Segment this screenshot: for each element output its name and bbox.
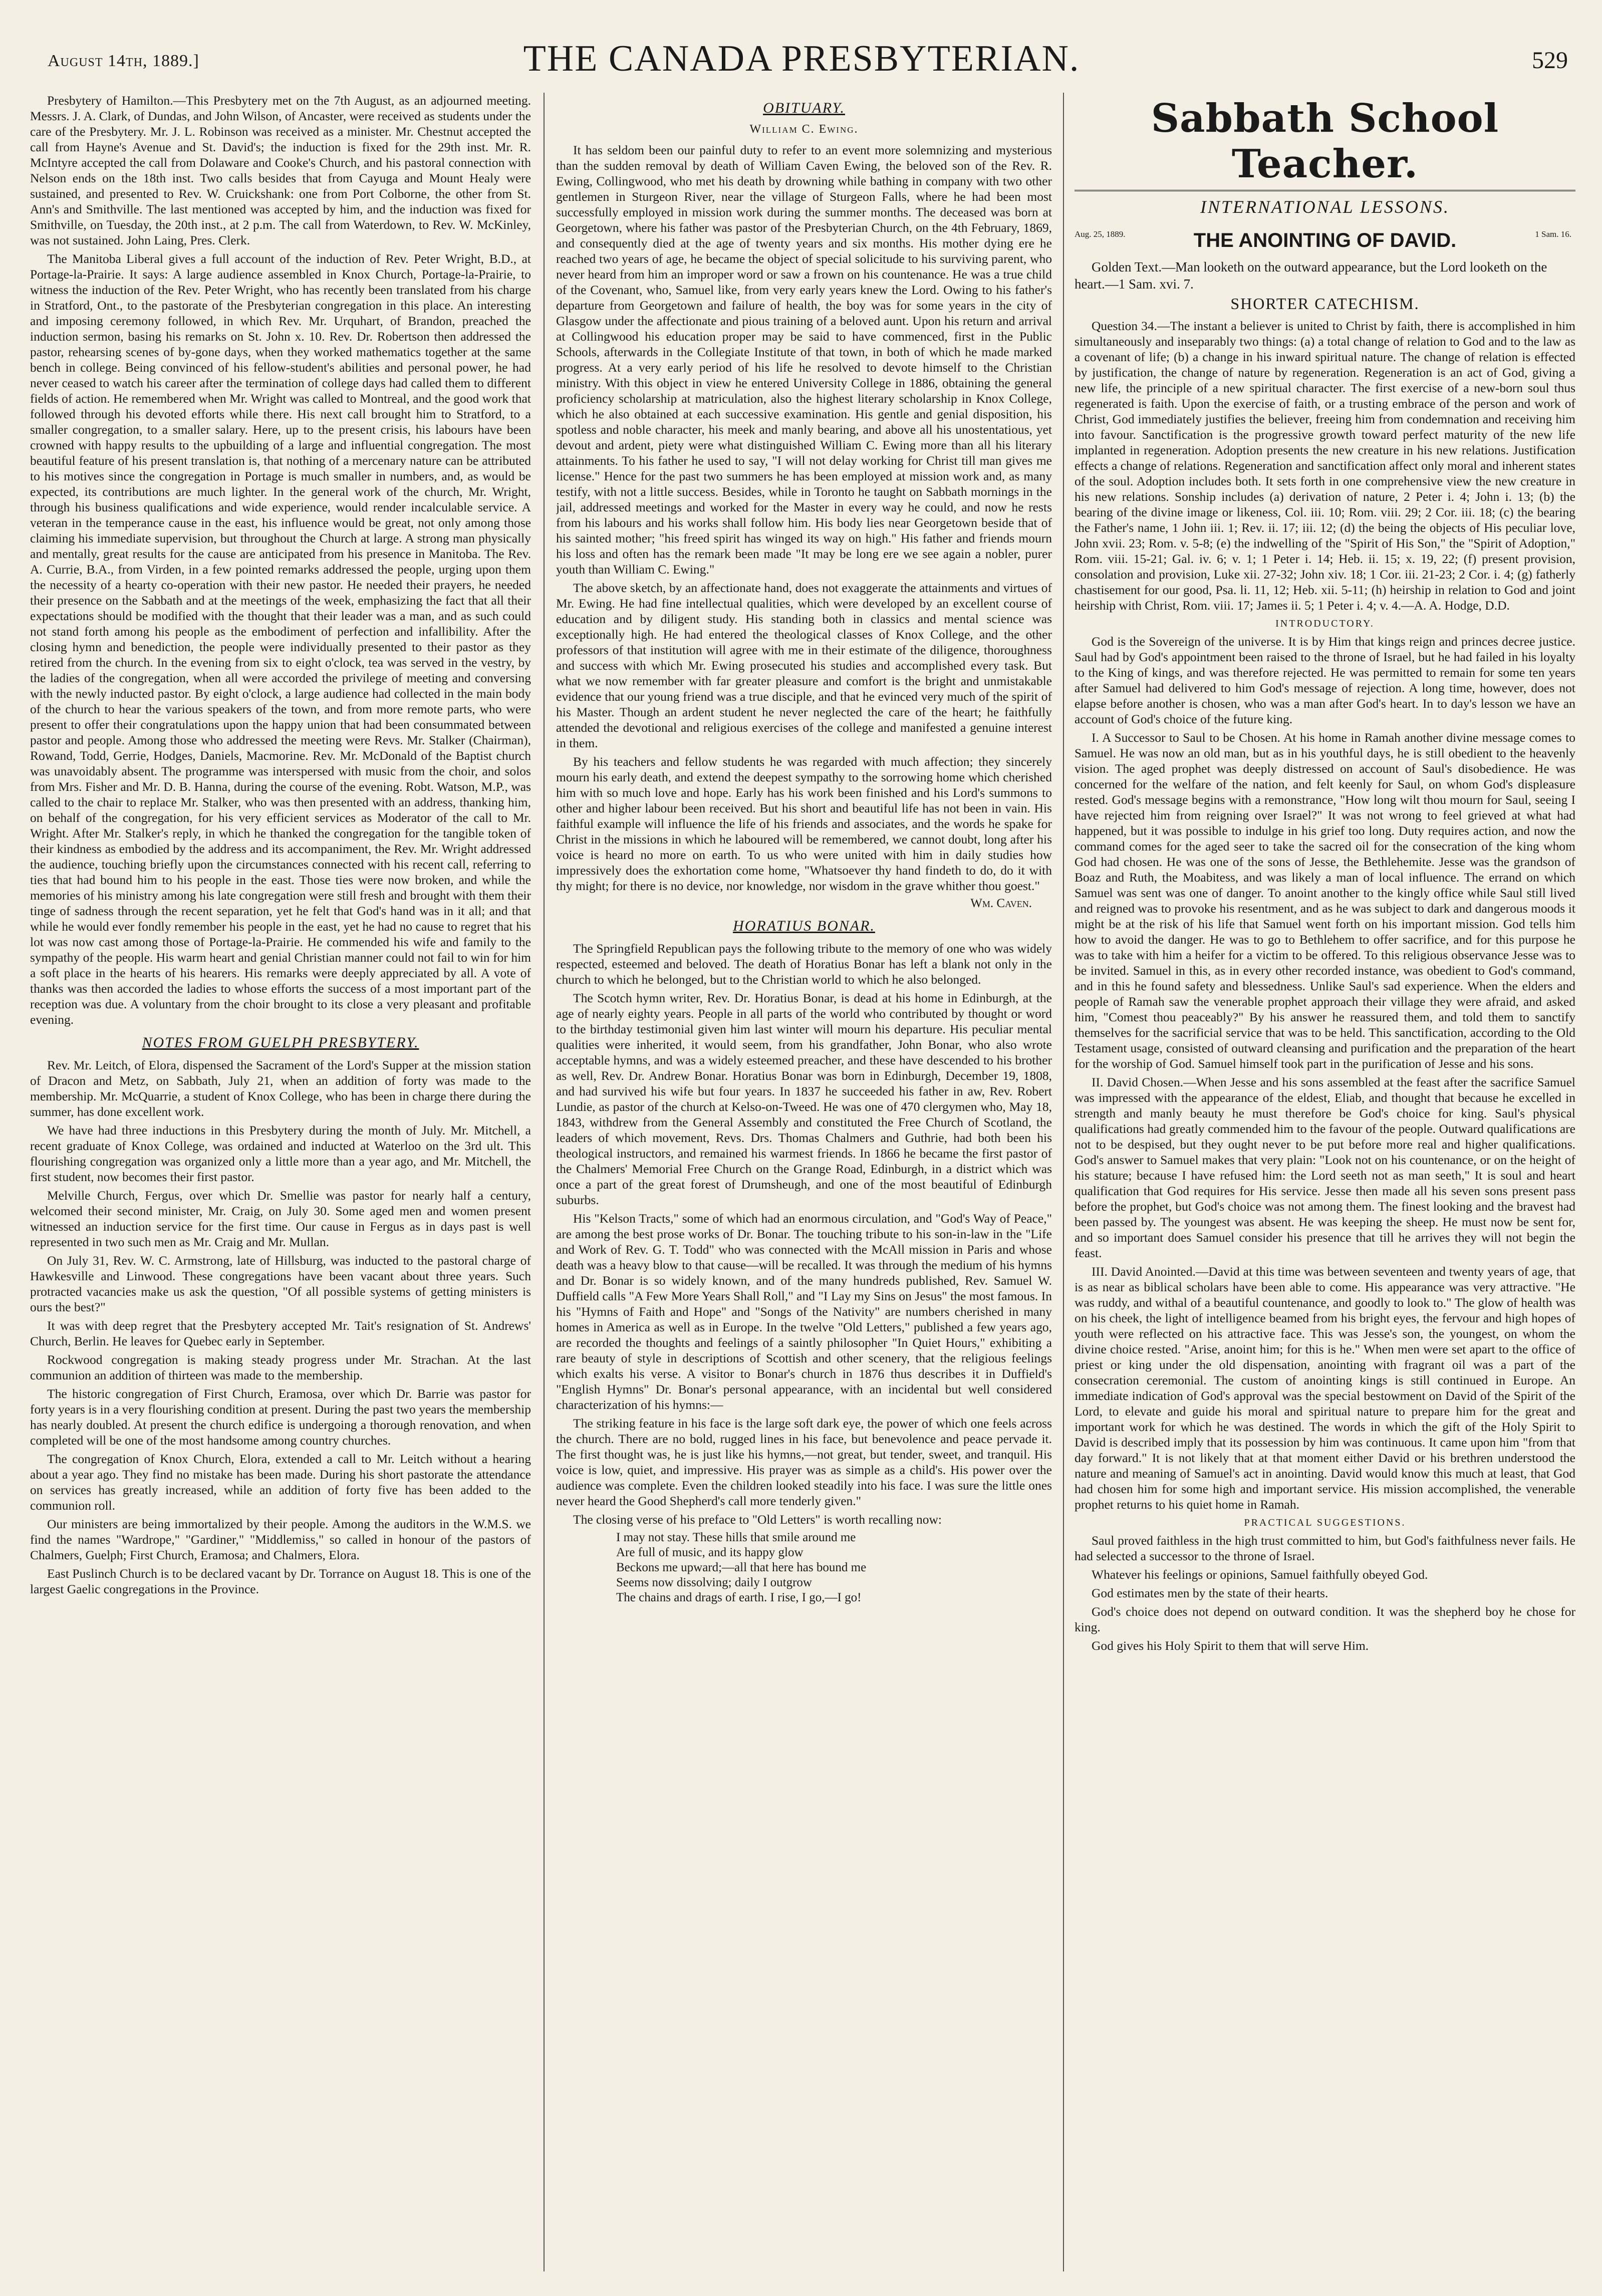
bonar-heading: HORATIUS BONAR.: [733, 918, 875, 934]
obituary-signature: Wm. Caven.: [970, 897, 1032, 910]
suggestion-paragraph: Whatever his feelings or opinions, Samuel faithfully obeyed God.: [1092, 1567, 1428, 1582]
shorter-catechism-heading: SHORTER CATECHISM.: [1230, 295, 1420, 313]
column-rule: [544, 93, 545, 2271]
guelph-paragraph: Rockwood congregation is making steady progress under Mr. Strachan. At the last communion an addition of thirteen was made to the membership.: [30, 1352, 531, 1382]
guelph-paragraph: The congregation of Knox Church, Elora, extended a call to Mr. Leitch without a hearing about a year ago. They find no mistake has been made. During his short pastorate the attendance on services has greatly increased, while an addition of forty five has been added to the communion roll.: [30, 1452, 531, 1513]
guelph-paragraph: Our ministers are being immortalized by their people. Among the auditors in the W.M.S. we find the names "Wardrope," "Gardiner," "Middlemiss," so called in honour of the pastors of Chalmers, Guelph; First Church, Eramosa; and Chalmers, Elora.: [30, 1517, 531, 1562]
bonar-paragraph: The striking feature in his face is the large soft dark eye, the power of which one feels across the church. There are no bold, rugged lines in his face, but benevolence and peace pervade it. The first thought was, he is just like his hymns,—not great, but tender, sweet, and tranquil. His voice is low, quiet, and impressive. His prayer was as simple as a child's. His power over the audience was complete. Even the children looked steadily into his face. I was sure the little ones never heard the Good Shepherd's call more tenderly given.": [556, 1416, 1052, 1508]
manitoba-induction-paragraph: The Manitoba Liberal gives a full account of the induction of Rev. Peter Wright, B.D., at Portage-la-Prairie. It says: A large audience assembled in Knox Church, Portage-la-Prairie, to witness the induction of the Rev. Peter Wright, who has recently been translated from his charge in Stratford, Ont., to the pastorate of the Presbyterian congregation in this place. An interesting and imposing ceremony followed, in which Rev. Mr. Urquhart, of Brandon, preached the induction sermon, basing his remarks on St. John x. 10. Rev. Dr. Robertson then addressed the pastor, rehearsing scenes of by-gone days, when they worked mathematics together at the same bench in college. Being convinced of his fellow-student's abilities and personal power, he had never ceased to watch his career after the termination of college days had called them to different fields of action. He remembered when Mr. Wright was called to Montreal, and the good work that followed through his devoted efforts while there. His next call brought him to Stratford, to a smaller congregation, to a smaller salary. Here, up to the present crisis, his labours have been crowned with happy results to the upbuilding of a large and influential congregation. The most beautiful feature of his present translation is, that nothing of a mercenary nature can be attributed to his motives since the congregation in Portage is much smaller in numbers, and, as would be expected, its contributions are much lighter. In the general work of the church, Mr. Wright, through his business qualifications and wide experience, would render incalculable service. A veteran in the temperance cause in the east, his influence would be great, not only among those claiming his immediate supervision, but throughout the Church at large. A strong man physically and mentally, great results for the cause are anticipated from his presence in Manitoba. The Rev. A. Currie, B.A., from Virden, in a few pointed remarks addressed the people, urging upon them the necessity of a hearty co-operation with their new pastor. He needed their prayers, he needed their presence on the Sabbath and at the meetings of the week, emphasizing the fact that all their expectations should be modified with the thought that their leader was a man, and as such could not stand forth among his people as the embodiment of perfection and infallibility. After the closing hymn and benediction, the people were individually presented to their pastor as they retired from the church. In the evening from six to eight o'clock, tea was served in the vestry, by the ladies of the congregation, when all were accorded the privilege of meeting and conversing with the newly inducted pastor. By eight o'clock, a large audience had collected in the main body of the church to hear the various speakers of the town, and from more remote parts, who were present to offer their congratulations upon the happy union that had been consummated between pastor and people. Among those who addressed the meeting were Revs. Mr. Stalker (Chairman), Rowand, Todd, Gerrie, Hodges, Daniels, Macmorine. Rev. Mr. McDonald of the Baptist church was unavoidably absent. The programme was interspersed with music from the choir, and solos from Mrs. Fisher and Mr. D. B. Hanna, during the course of the evening. Robt. Watson, M.P., was called to the chair to replace Mr. Stalker, who was then presented with an address, thanking him, on behalf of the congregation, for his very efficient services as Moderator of the call to Mr. Wright. After Mr. Stalker's reply, in which he thanked the congregation for the tangible token of their kindness as embodied by the address and its accompaniment, the Rev. Mr. Wright addressed the audience, touching briefly upon the circumstances connected with his recent call, referring to ties that had bound him to his people in the east. Those ties were now broken, and while the memories of his ministry among his late congregation were still fresh and brought with them their tinge of sadness through the recent separation, yet he felt that God's hand was in it all; and that while he would ever fondly remember his people in the east, yet he had no cause to regret that his lot was now cast among those of Portage-la-Prairie. He commended his wife and family to the sympathy of the people. His warm heart and genial Christian manner could not fail to win for him a soft place in the hearts of his hearers. His remarks were deeply appreciated by all. A vote of thanks was then accorded the ladies to whose efforts the success of a most important part of the reception was due. A voluntary from the choir brought to its close a very pleasant and profitable evening.: [30, 251, 531, 1027]
poem-line: I may not stay. These hills that smile around me: [616, 1531, 856, 1544]
column-2: [556, 93, 1052, 2276]
hamilton-presbytery-paragraph: Presbytery of Hamilton.—This Presbytery met on the 7th August, as an adjourned meeting. Messrs. J. A. Clark, of Dundas, and John Wilson, of Ancaster, were received as students under the care of the Presbytery. Mr. J. L. Robinson was received as a minister. Mr. Chestnut accepted the call from Hayne's Avenue and St. David's; the induction is fixed for the 29th inst. Mr. R. McIntyre accepted the call from Dolaware and Cooke's Church, and his pastoral connection with Nelson ends on the 18th inst. Two calls besides that from Cayuga and Mount Healy were sustained, and presented to Rev. W. Cruickshank: one from Port Colborne, the other from St. Ann's and Smithville. The last mentioned was accepted by him, and the induction was fixed for Smithville, on Tuesday, the 20th inst., at 2 p.m. The call from Waterdown, to Rev. W. McKinley, was not sustained. John Laing, Pres. Clerk.: [30, 93, 531, 247]
international-lessons-heading: INTERNATIONAL LESSONS.: [1075, 190, 1575, 217]
obituary-heading: OBITUARY.: [763, 100, 845, 116]
guelph-paragraph: On July 31, Rev. W. C. Armstrong, late of Hillsburg, was inducted to the pastoral charge of Hawkesville and Linwood. These congregations have been vacant about three years. Such protracted vacancies make us ask the question, "Of all possible systems of getting ministers is ours the best?": [30, 1253, 531, 1314]
lesson-date: Aug. 25, 1889.: [1075, 229, 1126, 239]
practical-suggestions-heading: PRACTICAL SUGGESTIONS.: [1244, 1517, 1406, 1528]
page-number: 529: [1532, 47, 1568, 74]
bonar-paragraph: The Springfield Republican pays the following tribute to the memory of one who was widely respected, esteemed and beloved. The death of Horatius Bonar has left a blank not only in the church to which he belonged, but to the Christian world to which he also belonged.: [556, 941, 1052, 987]
issue-date: August 14th, 1889.]: [48, 52, 199, 70]
poem-line: Beckons me upward;—all that here has bound me: [616, 1561, 867, 1574]
lesson-reference: 1 Sam. 16.: [1535, 229, 1571, 239]
paper-name: THE CANADA PRESBYTERIAN.: [523, 38, 1080, 79]
guelph-paragraph: It was with deep regret that the Presbytery accepted Mr. Tait's resignation of St. Andrews' Church, Berlin. He leaves for Quebec early in September.: [30, 1318, 531, 1348]
guelph-paragraph: The historic congregation of First Church, Eramosa, over which Dr. Barrie was pastor for forty years is in a very flourishing condition at present. During the past two years the membership has nearly doubled. At present the church edifice is undergoing a thorough renovation, and when completed will be one of the most handsome among country churches.: [30, 1386, 531, 1448]
sabbath-school-masthead: Sabbath School Teacher.: [1151, 96, 1499, 187]
poem-line: Seems now dissolving; daily I outgrow: [616, 1576, 812, 1589]
lesson-title: THE ANOINTING OF DAVID.: [1193, 229, 1457, 251]
poem-line: The chains and drags of earth. I rise, I go,—I go!: [616, 1591, 862, 1604]
bonar-paragraph: The closing verse of his preface to "Old Letters" is worth recalling now:: [573, 1512, 942, 1527]
guelph-paragraph: East Puslinch Church is to be declared vacant by Dr. Torrance on August 18. This is one of the largest Gaelic congregations in the Province.: [30, 1566, 531, 1596]
suggestion-paragraph: God estimates men by the state of their hearts.: [1092, 1586, 1328, 1600]
introductory-paragraph: God is the Sovereign of the universe. It is by Him that kings reign and princes decree justice. Saul had by God's appointment been raised to the throne of Israel, but he had failed in his loyalty to the King of kings, and was therefore rejected. He was permitted to remain for some ten years after Samuel had delivered to him God's message of rejection. A long time, however, does not elapse before another is chosen, who was a man after God's heart. In to day's lesson we have an account of God's choice of the future king.: [1075, 634, 1575, 726]
obituary-subject: William C. Ewing.: [749, 123, 859, 136]
lesson-section-paragraph: II. David Chosen.—When Jesse and his sons assembled at the feast after the sacrifice Samuel was impressed with the appearance of the eldest, Eliab, and thought that because he excelled in strength and manly beauty he must therefore be God's choice for king. Saul's physical qualifications had greatly commended him to the favour of the people. Outward qualifications are not to be despised, but they ought never to be put before more real and higher qualifications. God's answer to Samuel makes that very plain: "Look not on his countenance, or on the height of his stature; because I have refused him: the Lord seeth not as man seeth," It is soul and heart qualification that God requires for His service. Jesse then made all his seven sons present pass before the prophet, but God's choice was not among them. The finest looking and the bravest had been passed by. The youngest was absent. He was keeping the sheep. He must now be sent for, and so important does Samuel consider his presence that till he arrives they will not begin the feast.: [1075, 1075, 1575, 1260]
obituary-paragraph: The above sketch, by an affectionate hand, does not exaggerate the attainments and virtues of Mr. Ewing. He had fine intellectual qualities, which were developed by an excellent course of education and by diligent study. His standing both in classics and mental science was exceptionally high. He had entered the theological classes of Knox College, and the other professors of that institution will agree with me in their estimate of the diligence, thoroughness and success with which Mr. Ewing prosecuted his studies and accomplished every task. But what we now remember with far greater pleasure and comfort is the bright and unmistakable evidence that our young friend was a true disciple, and that he evinced very much of the spirit of his Master. Though an ardent student he never neglected the care of the heart; he faithfully attended the devotional and religious exercises of the college and manifested a genuine interest in them.: [556, 581, 1052, 750]
guelph-paragraph: Rev. Mr. Leitch, of Elora, dispensed the Sacrament of the Lord's Supper at the mission station of Dracon and Metz, on Sabbath, July 21, when an addition of forty was made to the membership. Mr. McQuarrie, a student of Knox College, who has been in charge there during the summer, has done excellent work.: [30, 1058, 531, 1119]
guelph-paragraph: We have had three inductions in this Presbytery during the month of July. Mr. Mitchell, a recent graduate of Knox College, was ordained and inducted at Waterloo on the 3rd ult. This flourishing congregation was organized only a little more than a year ago, and Mr. Mitchell, the first student, now becomes their first pastor.: [30, 1123, 531, 1184]
column-1: [30, 93, 531, 2276]
guelph-paragraph: Melville Church, Fergus, over which Dr. Smellie was pastor for nearly half a century, welcomed their second minister, Mr. Craig, on July 30. Some aged men and women present witnessed an induction service for the first time. Our cause in Fergus as in days past is well represented in two such men as Mr. Craig and Mr. Mullan.: [30, 1188, 531, 1249]
catechism-paragraph: Question 34.—The instant a believer is united to Christ by faith, there is accomplished in him simultaneously and inseparably two things: (a) a total change of relation to God and to the law as a covenant of life; (b) a change in his inward spiritual nature. The change of relation is effected by justification, the change of nature by regeneration. Regeneration is an act of God, giving a new life, the principle of a new spiritual character. The first exercise of a new-born soul thus regenerated is faith. Upon the exercise of faith, or a trusting embrace of the person and work of Christ, God immediately justifies the believer, freeing him from condemnation and receiving him into favour. Sanctification is the progressive growth toward perfect maturity of the new life implanted in regeneration. Adoption presents the new creature in his new relations. Justification effects a change of relations. Regeneration and sanctification affect only moral and inherent states of the soul. Adoption includes both. It sets forth in one comprehensive view the new creature in his new relations. Sonship includes (a) derivation of nature, 2 Peter i. 4; John i. 13; (b) the bearing of the divine image or likeness, Col. iii. 10; Rom. viii. 29; 2 Cor. iii. 18; (c) the bearing the Father's name, 1 John iii. 1; Rev. ii. 17; iii. 12; (d) the being the objects of His peculiar love, John xvii. 23; Rom. v. 5-8; (e) the indwelling of the "Spirit of His Son," the "Spirit of Adoption," Rom. viii. 15-21; Gal. iv. 6; v. 1; 1 Peter i. 14; Heb. ii. 15; x. 19, 22; (f) present provision, consolation and provision, Luke xii. 27-32; John xiv. 18; 1 Cor. iii. 21-23; 2 Cor. i. 4; (g) fatherly chastisement for our good, Psa. li. 11, 12; Heb. xii. 5-11; (h) heirship in relation to God and joint heirship with Christ, Rom. viii. 17; James ii. 5; 1 Peter i. 4; v. 4.—A. A. Hodge, D.D.: [1075, 319, 1575, 613]
obituary-paragraph: It has seldom been our painful duty to refer to an event more solemnizing and mysterious than the sudden removal by death of William Caven Ewing, the beloved son of the Rev. R. Ewing, Collingwood, who met his death by drowning while bathing in company with two other gentlemen in Sturgeon River, near the village of Sturgeon Falls, where he had been most successfully employed in mission work during the summer months. The deceased was born at Georgetown, where his father was pastor of the Presbyterian Church, on the 4th February, 1869, and consequently died at the age of twenty years and six months. His mother dying ere he reached two years of age, he became the object of special solicitude to his surviving parent, who never heard from him an improper word or saw a frown on his countenance. He was a true child of the Covenant, who, Samuel like, from very early years knew the Lord. Owing to his father's departure from Georgetown and failure of health, the boy was for some years in the city of Glasgow under the affectionate and pious training of a beloved aunt. Upon his return and arrival at Collingwood his education proper may be said to have commenced, first in the Public Schools, afterwards in the Collegiate Institute of that town, in both of which he made marked progress. At a very early period of his life he resolved to devote himself to the Christian ministry. With this object in view he entered University College in 1886, obtaining the general proficiency scholarship at matriculation, also the highest literary scholarship in Knox College, which he also obtained at each successive examination. His gentle and genial disposition, his spotless and noble character, his meek and manly bearing, and above all his unostentatious, yet devout and ardent, piety were what distinguished William C. Ewing more than all his literary attainments. To his father he used to say, "I will not delay working for Christ till man gives me license." Hence for the past two summers he has been employed at mission work and, as many testify, with not a little success. Besides, while in Toronto he taught on Sabbath mornings in the jail, addressed meetings and worked for the Master in every way he could, and now he rests from his labours and his works shall follow him. His body lies near Georgetown beside that of his sainted mother; "his freed spirit has winged its way on high." His father and friends mourn his loss and often has the remark been made "It may be long ere we see again a nobler, purer youth than William C. Ewing.": [556, 143, 1052, 577]
bonar-poem: [616, 1530, 1052, 1605]
lesson-title-row: [1075, 226, 1575, 255]
suggestion-paragraph: God's choice does not depend on outward condition. It was the shepherd boy he chose for king.: [1075, 1604, 1575, 1634]
suggestion-paragraph: Saul proved faithless in the high trust committed to him, but God's faithfulness never fails. He had selected a successor to the throne of Israel.: [1075, 1533, 1575, 1563]
column-3: [1075, 93, 1575, 2276]
obituary-paragraph: By his teachers and fellow students he was regarded with much affection; they sincerely mourn his early death, and extend the deepest sympathy to the sorrowing home which cherished him with so much love and hope. Early has his work been finished and his Lord's summons to other and higher labour been received. But his short and beautiful life has not been in vain. His faithful example will influence the life of his friends and associates, and the words he spake for Christ in the missions in which he laboured will be remembered, we cannot doubt, long after his voice is heard no more on earth. To us who were united with him in daily studies how impressively does the exhortation come home, "Whatsoever thy hand findeth to do, do it with thy might; for there is no device, nor knowledge, nor wisdom in the grave whither thou goest.": [556, 754, 1052, 893]
bonar-paragraph: His "Kelson Tracts," some of which had an enormous circulation, and "God's Way of Peace," are among the best prose works of Dr. Bonar. The touching tribute to his son-in-law in the "Life and Work of Rev. G. T. Todd" who was connected with the McAll mission in Paris and whose death was a heavy blow to that cause—will be recalled. It was through the medium of his hymns and Dr. Bonar is so widely known, and of the many hundreds published, Rev. Samuel W. Duffield calls "A Few More Years Shall Roll," and "I Lay my Sins on Jesus" the most famous. In his "Hymns of Faith and Hope" and "Songs of the Nativity" are numbers cherished in many homes in America as well as in Europe. In the twelve "Old Letters," published a few years ago, are recorded the thoughts and feelings of a saintly philosopher "In Quiet Hours," exhibiting a rare beauty of style in descriptions of Scottish and other scenery, that the religious feelings which exalts his verse. A visitor to Bonar's church in 1876 thus describes it in Duffield's "English Hymns" Dr. Bonar's personal appearance, with an incidental but well considered characterization of his hymns:—: [556, 1211, 1052, 1412]
guelph-notes-heading: NOTES FROM GUELPH PRESBYTERY.: [142, 1034, 419, 1051]
golden-text: Golden Text.—Man looketh on the outward appearance, but the Lord looketh on the heart.—1 Sam. xvi. 7.: [1075, 259, 1547, 292]
introductory-heading: INTRODUCTORY.: [1275, 618, 1375, 629]
lesson-section-paragraph: III. David Anointed.—David at this time was between seventeen and twenty years of age, that is as near as biblical scholars have been able to come. His appearance was very attractive. "He was ruddy, and withal of a beautiful countenance, and goodly to look to." The glow of health was on his cheek, the light of intelligence beamed from his bright eyes, the fervour and high hopes of youth were reflected on his attractive face. This was Jesse's son, the youngest, on whom the divine choice rested. "Arise, anoint him; for this is he." When men were set apart to the office of priest or king under the old dispensation, anointing with fragrant oil was a part of the consecration ceremonial. The custom of anointing kings is still continued in Europe. An immediate indication of God's approval was the special bestowment on David of the Spirit of the Lord, to elevate and guide his moral and spiritual nature to prepare him for the great and important work for which he was destined. The words in which the gift of the Holy Spirit to David is described imply that its possession by him was continuous. It came upon him "from that day forward." It is not likely that at that moment either David or his brethren understood the nature and meaning of Samuel's act in anointing. David would know this much at least, that God had chosen him for some high and important service. His mission accomplished, the venerable prophet returns to his quiet home in Ramah.: [1075, 1264, 1575, 1512]
page-header: [25, 38, 1578, 85]
bonar-paragraph: The Scotch hymn writer, Rev. Dr. Horatius Bonar, is dead at his home in Edinburgh, at the age of nearly eighty years. People in all parts of the world who contributed by thought or word to the birthday testimonial given him last winter will mourn his departure. His peculiar mental qualities were inherited, it would seem, from his grandfather, John Bonar, who also wrote acceptable hymns, and was a widely esteemed preacher, and these have descended to his brother as well, Rev. Dr. Andrew Bonar. Horatius Bonar was born in Edinburgh, December 19, 1808, and had survived his wife but four years. In 1837 he succeeded his father in aw, Rev. Robert Lundie, as pastor of the church at Kelso-on-Tweed. He was one of 470 clergymen who, May 18, 1843, withdrew from the General Assembly and constituted the Free Church of Scotland, the leaders of which movement, Revs. Drs. Thomas Chalmers and Guthrie, had both been his theological instructors, and remained his warmest friends. In 1866 he became the first pastor of the Chalmers' Memorial Free Church on the Grange Road, Edinburgh, in a district which was once a part of the great forest of Drumsheugh, and one of the most beautiful of Edinburgh suburbs.: [556, 991, 1052, 1207]
column-rule: [1063, 93, 1064, 2271]
poem-line: Are full of music, and its happy glow: [616, 1546, 804, 1559]
suggestion-paragraph: God gives his Holy Spirit to them that will serve Him.: [1092, 1638, 1369, 1653]
lesson-section-paragraph: I. A Successor to Saul to be Chosen. At his home in Ramah another divine message comes to Samuel. He was now an old man, but as in his youthful days, he is still obedient to the heavenly vision. The aged prophet was deeply distressed on account of Saul's disobedience. He was concerned for the welfare of the nation, and felt keenly for Saul, on whom God's displeasure rested. God's message begins with a remonstrance, "How long wilt thou mourn for Saul, seeing I have rejected him from reigning over Israel?" It was not wrong to feel grieved at what had happened, but it was possible to indulge in his grief too long. Duty requires action, and now the command comes for the aged seer to take the sacred oil for the consecration of the king whom God had chosen. He was one of the sons of Jesse, the Bethlehemite. Jesse was the grandson of Boaz and Ruth, the Moabitess, and was likely a man of local influence. The errand on which Samuel was sent was one of danger. To anoint another to the kingly office while Saul still lived and reigned was to provoke his resentment, and as he was subject to dark and dangerous moods it might be at the risk of his life that Samuel went forth on his important mission. God tells him how to avoid the danger. He was to go to Bethlehem to offer sacrifice, and for this purpose he was to take with him a heifer for a victim to be offered. To this religious observance Jesse was to be invited. Samuel in this, as in every other recorded instance, was obedient to God's command, and in this he found safety and blessedness. Unlike Saul's sad experience. When the elders and people of Ramah saw the venerable prophet approach their village they were afraid, and asked him, "Comest thou peaceably?" By his answer he reassured them, and told them to sanctify themselves for the sacrificial service that was to be held. This sanctification, according to the Old Testament usage, consisted of outward cleansing and purification and the preparation of the heart for the worship of God. Samuel himself took part in the purification of Jesse and his sons.: [1075, 730, 1575, 1071]
